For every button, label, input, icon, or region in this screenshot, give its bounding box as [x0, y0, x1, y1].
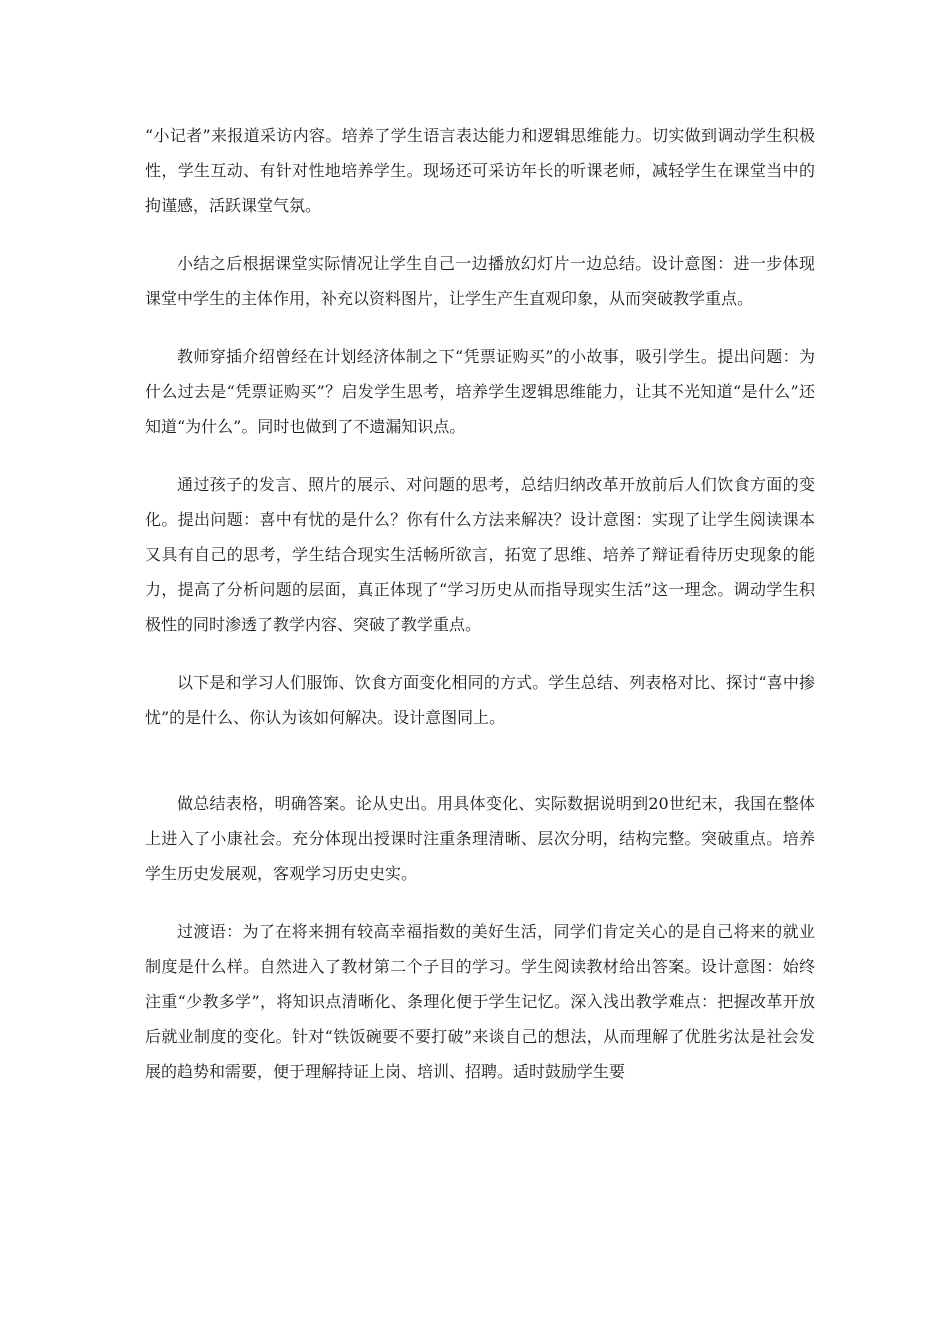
document-body: [145, 118, 815, 1112]
paragraph-5: 以下是和学习人们服饰、饮食方面变化相同的方式。学生总结、列表格对比、探讨“喜中掺忧”的是什么、你认为该如何解决。设计意图同上。: [145, 673, 815, 727]
paragraph-6: 做总结表格，明确答案。论从史出。用具体变化、实际数据说明到20世纪末，我国在整体上进入了小康社会。充分体现出授课时注重条理清晰、层次分明，结构完整。突破重点。培养学生历史发展观，客观学习历史史实。: [145, 794, 815, 883]
paragraph-4: 通过孩子的发言、照片的展示、对问题的思考，总结归纳改革开放前后人们饮食方面的变化。提出问题：喜中有忧的是什么？你有什么方法来解决？设计意图：实现了让学生阅读课本又具有自己的思考，学生结合现实生活畅所欲言，拓宽了思维、培养了辩证看待历史现象的能力，提高了分析问题的层面，真正体现了“学习历史从而指导现实生活”这一理念。调动学生积极性的同时渗透了教学内容、突破了教学重点。: [145, 475, 815, 634]
paragraph-1: “小记者”来报道采访内容。培养了学生语言表达能力和逻辑思维能力。切实做到调动学生积极性，学生互动、有针对性地培养学生。现场还可采访年长的听课老师，减轻学生在课堂当中的拘谨感，活跃课堂气氛。: [145, 126, 815, 215]
paragraph-3: 教师穿插介绍曾经在计划经济体制之下“凭票证购买”的小故事，吸引学生。提出问题：为什么过去是“凭票证购买”？启发学生思考，培养学生逻辑思维能力，让其不光知道“是什么”还知道“为什么”。同时也做到了不遗漏知识点。: [145, 347, 815, 436]
paragraph-2: 小结之后根据课堂实际情况让学生自己一边播放幻灯片一边总结。设计意图：进一步体现课堂中学生的主体作用，补充以资料图片，让学生产生直观印象，从而突破教学重点。: [145, 254, 815, 308]
paragraph-7: 过渡语：为了在将来拥有较高幸福指数的美好生活，同学们肯定关心的是自己将来的就业制度是什么样。自然进入了教材第二个子目的学习。学生阅读教材给出答案。设计意图：始终注重“少教多学”，将知识点清晰化、条理化便于学生记忆。深入浅出教学难点：把握改革开放后就业制度的变化。针对“铁饭碗要不要打破”来谈自己的想法，从而理解了优胜劣汰是社会发展的趋势和需要，便于理解持证上岗、培训、招聘。适时鼓励学生要: [145, 922, 815, 1081]
